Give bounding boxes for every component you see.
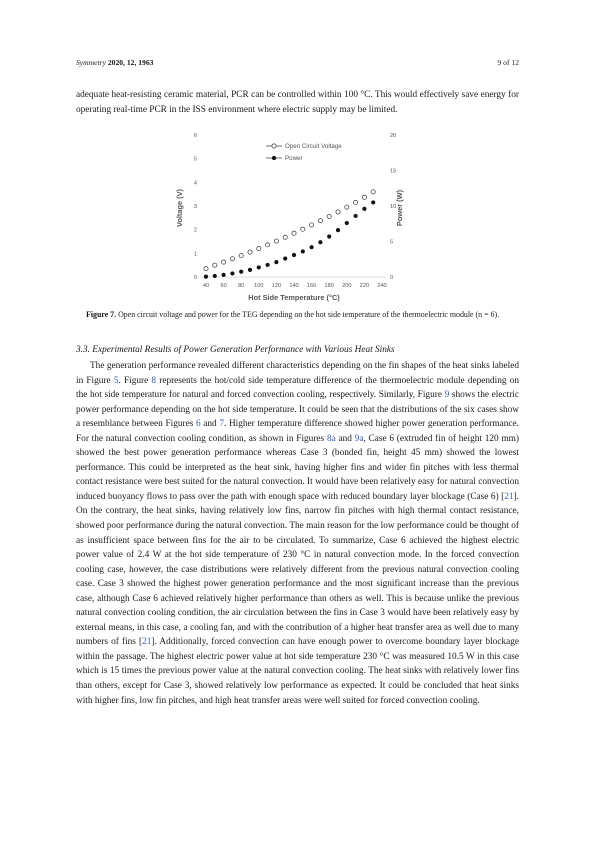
power-point — [283, 256, 287, 260]
y-tick-label: 6 — [193, 133, 197, 139]
x-tick-label: 200 — [342, 283, 352, 289]
voltage-point — [345, 205, 349, 209]
voltage-point — [318, 219, 322, 223]
legend-power-text: Power — [285, 155, 303, 163]
x-tick-label: 60 — [220, 283, 227, 289]
power-point — [362, 207, 366, 211]
text-run: . Figure — [118, 375, 152, 386]
x-tick-label: 140 — [289, 283, 299, 289]
y-tick-label: 2 — [193, 227, 197, 234]
chart-legend — [266, 143, 342, 162]
power-point — [318, 240, 322, 244]
page-number: 9 of 12 — [497, 58, 519, 67]
citation-link[interactable]: 21 — [504, 491, 514, 502]
x-tick-label: 240 — [377, 283, 387, 289]
power-point — [213, 274, 217, 278]
text-run: ]. Additionally, forced convection can have enough power to overcome boundary layer blockage within the passage. The highest electric power value at hot side temperature 230 °C was measured 10.5 W in this case which is 15 times the previous power value at the natural convection cooling. The heat sinks with relatively lower fins than others, except for Case 3, showed relatively low performance as expected. It could be concluded that heat sinks with higher fins, low fin pitches, and high heat transfer areas were well suited for forced convection cooling. — [76, 637, 520, 706]
power-point — [292, 253, 296, 257]
y2-axis-label: Power (W) — [395, 189, 404, 227]
voltage-point — [283, 235, 287, 239]
x-tick-label: 180 — [324, 283, 334, 289]
power-point — [266, 263, 270, 267]
voltage-point — [222, 260, 226, 264]
figure-ref-link[interactable]: 5 — [113, 375, 119, 386]
power-point — [239, 270, 243, 274]
voltage-point — [336, 210, 340, 214]
figure-ref-link[interactable]: 6 — [195, 419, 201, 430]
x-axis-label: Hot Side Temperature (°C) — [248, 293, 340, 302]
voltage-series — [204, 190, 375, 271]
voltage-point — [301, 227, 305, 231]
power-point — [204, 275, 208, 279]
power-point — [327, 234, 331, 238]
y2-tick-label: 15 — [390, 168, 397, 175]
x-tick-label: 220 — [359, 283, 370, 289]
voltage-point — [274, 239, 278, 243]
x-tick-label: 160 — [306, 283, 317, 289]
y2-tick-label: 20 — [390, 133, 397, 139]
text-run: and — [200, 419, 220, 430]
citation-link[interactable]: 21 — [142, 637, 152, 648]
text-run: and — [335, 433, 355, 444]
voltage-point — [371, 190, 375, 194]
figure-ref-link[interactable]: 9a — [354, 433, 364, 444]
figure-label: Figure 7. — [86, 310, 117, 319]
voltage-point — [204, 267, 208, 271]
intro-paragraph: adequate heat-resisting ceramic material, PCR can be controlled within 100 °C. This would effectively save energy for operating real-time PCR in the ISS environment where electric supply may be limited. — [76, 90, 519, 115]
legend-power-marker — [272, 156, 276, 160]
power-point — [371, 200, 375, 204]
power-point — [257, 265, 261, 269]
power-point — [310, 245, 314, 249]
power-point — [230, 271, 234, 275]
text-run: , Case 6 (extruded fin of height 120 mm) showed the best power generation performance whereas Case 3 (bonded fin, height 45 mm) showed the lowest performance. This could be interpreted as the heat sink, having higher fins and wider fin pitches with less thermal contact resistance were best suited for the natural convection. It would have been relatively easy for natural convection induced buoyancy flows to pass over the path with enough space with reduced boundary layer blockage (Case 6) [ — [76, 433, 520, 502]
y-tick-label: 5 — [193, 156, 197, 163]
x-tick-label: 100 — [254, 283, 264, 289]
voltage-point — [292, 231, 296, 235]
power-point — [354, 214, 358, 218]
voltage-point — [248, 250, 252, 254]
y-tick-label: 4 — [193, 180, 197, 187]
voltage-point — [257, 247, 261, 251]
x-tick-label: 120 — [271, 283, 282, 289]
text-run: represents the hot/cold side temperature difference of the thermoelectric module depending on the hot side temperature for natural and forced convection cooling, respectively. Similarly, Figure — [76, 375, 520, 401]
power-point — [301, 249, 305, 253]
figure-ref-link[interactable]: 7 — [219, 419, 224, 430]
running-header — [76, 58, 519, 67]
figure-ref-link[interactable]: 8a — [326, 433, 336, 444]
body-paragraph — [76, 359, 519, 708]
x-tick-label: 40 — [202, 283, 210, 289]
power-series — [204, 200, 375, 278]
y2-tick-label: 10 — [390, 204, 397, 210]
y-axis-label: Voltage (V) — [175, 188, 184, 228]
text-run: shows the electric power performance depending on the hot side temperature. It could be seen that the distributions of the six cases show a resemblance between Figures — [76, 390, 519, 430]
voltage-point — [354, 200, 358, 204]
year-volume: 2020, 12, 1963 — [107, 58, 154, 67]
power-point — [248, 268, 252, 272]
x-tick-label: 80 — [238, 283, 245, 289]
voltage-point — [266, 243, 270, 247]
figure-ref-link[interactable]: 9 — [444, 390, 450, 401]
text-run: ]. On the contrary, the heat sinks, having relatively low fins, narrow fin pitches with high thermal contact resistance, showed poor performance during the natural convection. The main reason for the low performance could be thought of as insufficient space between fins for the air to be circulated. To summarize, Case 6 achieved the highest electric power value of 2.4 W at the hot side temperature of 230 °C in natural convection mode. In the forced convection cooling case, however, the case distributions were relatively different from the previous natural convection cooling case. Case 3 showed the highest power generation performance and the most significant increase than the previous case, although Case 6 achieved relatively higher performance than others as well. This is because unlike the previous natural convection cooling condition, the air circulation between the fins in Case 3 would have been relatively easy by external means, in this case, a cooling fan, and with the contribution of a higher heat transfer area as well due to many numbers of fins [ — [76, 491, 519, 648]
y-tick-label: 0 — [193, 275, 197, 281]
power-point — [222, 273, 226, 277]
section-heading: 3.3. Experimental Results of Power Generation Performance with Various Heat Sinks — [76, 345, 395, 355]
voltage-point — [327, 214, 331, 218]
text-run: . Higher temperature difference showed higher power generation performance. For the natural convection cooling condition, as shown in Figures — [76, 419, 519, 444]
legend-voltage-marker — [272, 144, 276, 148]
power-point — [345, 221, 349, 225]
journal-name: Symmetry — [76, 58, 106, 67]
voltage-point — [310, 223, 314, 227]
y-tick-label: 3 — [193, 204, 197, 210]
y-tick-labels — [194, 133, 197, 281]
power-point — [336, 228, 340, 232]
figure-7-chart — [168, 126, 408, 306]
y-tick-label: 1 — [193, 251, 197, 258]
y2-tick-label: 0 — [390, 275, 394, 281]
text-run: The generation performance revealed different characteristics depending on the fin shapes of the heat sinks labeled in Figure — [76, 361, 519, 386]
y2-tick-label: 5 — [390, 239, 394, 246]
figure-caption — [86, 309, 511, 320]
voltage-point — [362, 195, 366, 199]
voltage-point — [230, 257, 234, 261]
power-point — [274, 260, 278, 264]
figure-ref-link[interactable]: 8 — [151, 375, 157, 386]
figure-caption-text: Open circuit voltage and power for the TEG depending on the hot side temperature of the thermoelectric module (n = 6). — [118, 310, 500, 319]
legend-voltage-text: Open Circuit Voltage — [285, 143, 342, 151]
voltage-point — [239, 254, 243, 258]
voltage-point — [213, 263, 217, 267]
x-tick-labels — [203, 283, 387, 289]
